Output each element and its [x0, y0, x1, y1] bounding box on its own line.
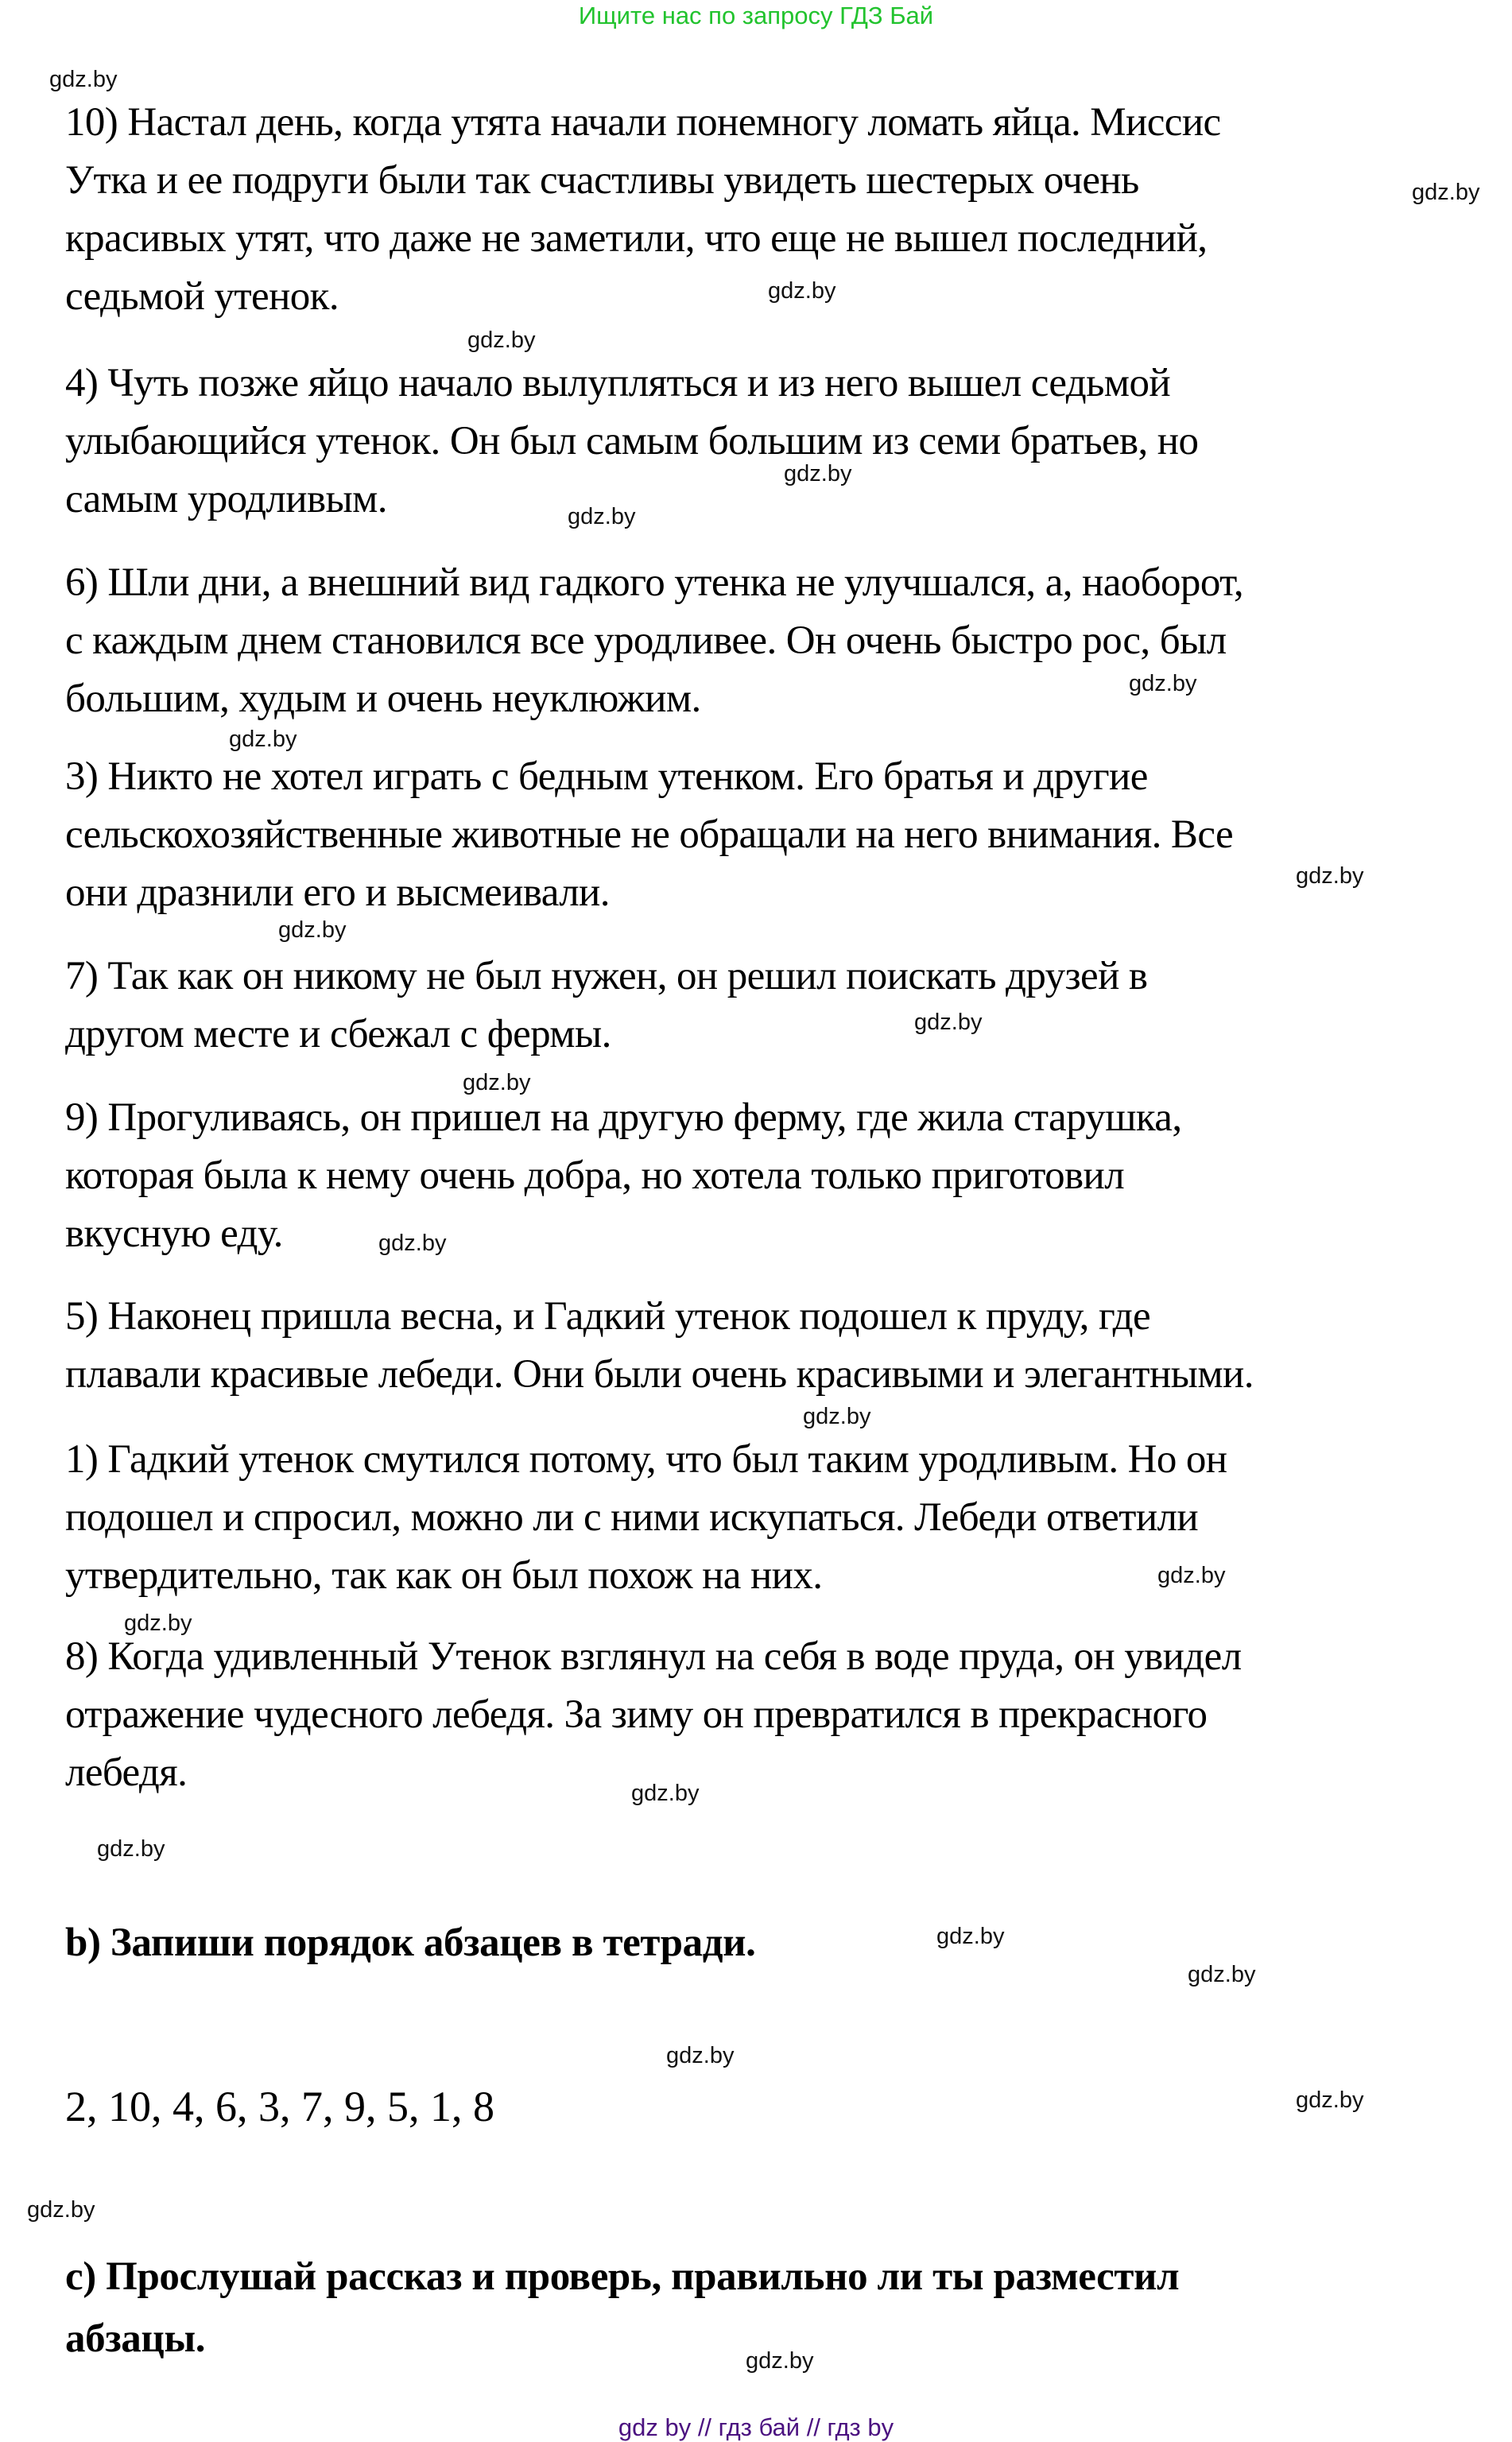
- paragraph-5: [65, 1288, 1496, 1404]
- watermark: gdz.by: [1412, 180, 1480, 205]
- task-c-heading-line: абзацы.: [65, 2316, 206, 2361]
- watermark: gdz.by: [49, 67, 118, 92]
- paragraph-3: [65, 748, 1496, 922]
- watermark: gdz.by: [568, 504, 636, 529]
- paragraph-line: с каждым днем становился все уродливее. Он очень быстро рос, был: [65, 618, 1227, 663]
- watermark: gdz.by: [97, 1836, 165, 1862]
- watermark: gdz.by: [936, 1924, 1005, 1949]
- search-banner: Ищите нас по запросу ГДЗ Бай: [578, 2, 934, 29]
- task-c-heading: [65, 2246, 1179, 2370]
- watermark: gdz.by: [378, 1231, 447, 1256]
- watermark: gdz.by: [278, 917, 347, 943]
- paragraph-line: 4) Чуть позже яйцо начало вылупляться и из него вышел седьмой: [65, 361, 1171, 405]
- watermark: gdz.by: [631, 1781, 700, 1806]
- watermark: gdz.by: [467, 328, 536, 353]
- paragraph-line: улыбающийся утенок. Он был самым большим из семи братьев, но: [65, 419, 1199, 463]
- task-c-heading-line: c) Прослушай рассказ и проверь, правильно ли ты разместил: [65, 2254, 1180, 2299]
- paragraph-9: [65, 1089, 1496, 1263]
- watermark: gdz.by: [1129, 671, 1197, 696]
- paragraph-line: другом месте и сбежал с фермы.: [65, 1012, 611, 1056]
- paragraph-line: седьмой утенок.: [65, 274, 339, 319]
- paragraph-1: [65, 1431, 1496, 1605]
- paragraph-line: 5) Наконец пришла весна, и Гадкий утенок подошел к пруду, где: [65, 1294, 1151, 1339]
- paragraph-line: большим, худым и очень неуклюжим.: [65, 676, 701, 721]
- paragraph-line: 10) Настал день, когда утята начали понемногу ломать яйца. Миссис: [65, 100, 1221, 145]
- footer-links: gdz by // гдз бай // гдз by: [618, 2413, 894, 2441]
- paragraph-line: красивых утят, что даже не заметили, что еще не вышел последний,: [65, 216, 1208, 261]
- paragraph-line: подошел и спросил, можно ли с ними искупаться. Лебеди ответили: [65, 1495, 1199, 1540]
- watermark: gdz.by: [1188, 1962, 1256, 1987]
- watermark: gdz.by: [768, 278, 836, 304]
- paragraph-line: плавали красивые лебеди. Они были очень красивыми и элегантными.: [65, 1352, 1254, 1397]
- paragraph-line: 6) Шли дни, а внешний вид гадкого утенка не улучшался, а, наоборот,: [65, 560, 1244, 605]
- paragraph-line: 8) Когда удивленный Утенок взглянул на себя в воде пруда, он увидел: [65, 1634, 1242, 1679]
- paragraph-line: 3) Никто не хотел играть с бедным утенком. Его братья и другие: [65, 754, 1148, 799]
- paragraph-line: они дразнили его и высмеивали.: [65, 870, 610, 915]
- watermark: gdz.by: [746, 2348, 814, 2374]
- paragraph-line: лебедя.: [65, 1750, 188, 1795]
- paragraph-line: 7) Так как он никому не был нужен, он решил поискать друзей в: [65, 954, 1148, 998]
- paragraph-line: которая была к нему очень добра, но хотела только приготовил: [65, 1153, 1125, 1198]
- paragraph-line: сельскохозяйственные животные не обращали на него внимания. Все: [65, 812, 1234, 857]
- paragraph-line: самым уродливым.: [65, 477, 387, 521]
- paragraph-8: [65, 1628, 1496, 1802]
- watermark: gdz.by: [124, 1611, 192, 1636]
- watermark: gdz.by: [784, 461, 852, 486]
- paragraph-line: Утка и ее подруги были так счастливы увидеть шестерых очень: [65, 158, 1139, 203]
- watermark: gdz.by: [27, 2197, 95, 2223]
- paragraph-line: 1) Гадкий утенок смутился потому, что был таким уродливым. Но он: [65, 1437, 1227, 1482]
- task-b-answer: 2, 10, 4, 6, 3, 7, 9, 5, 1, 8: [65, 2083, 494, 2130]
- watermark: gdz.by: [914, 1010, 983, 1035]
- paragraph-7: [65, 948, 1496, 1064]
- watermark: gdz.by: [1157, 1563, 1226, 1588]
- watermark: gdz.by: [229, 727, 297, 752]
- watermark: gdz.by: [463, 1070, 531, 1095]
- watermark: gdz.by: [1296, 863, 1364, 889]
- paragraph-4: [65, 355, 1496, 529]
- watermark: gdz.by: [803, 1404, 871, 1429]
- watermark: gdz.by: [1296, 2087, 1364, 2113]
- paragraph-line: отражение чудесного лебедя. За зиму он превратился в прекрасного: [65, 1692, 1208, 1737]
- paragraph-line: вкусную еду.: [65, 1211, 283, 1256]
- watermark: gdz.by: [666, 2043, 735, 2068]
- task-b-heading: b) Запиши порядок абзацев в тетради.: [65, 1921, 756, 1965]
- paragraph-line: утвердительно, так как он был похож на них.: [65, 1553, 823, 1598]
- paragraph-6: [65, 554, 1496, 728]
- paragraph-line: 9) Прогуливаясь, он пришел на другую ферму, где жила старушка,: [65, 1095, 1182, 1140]
